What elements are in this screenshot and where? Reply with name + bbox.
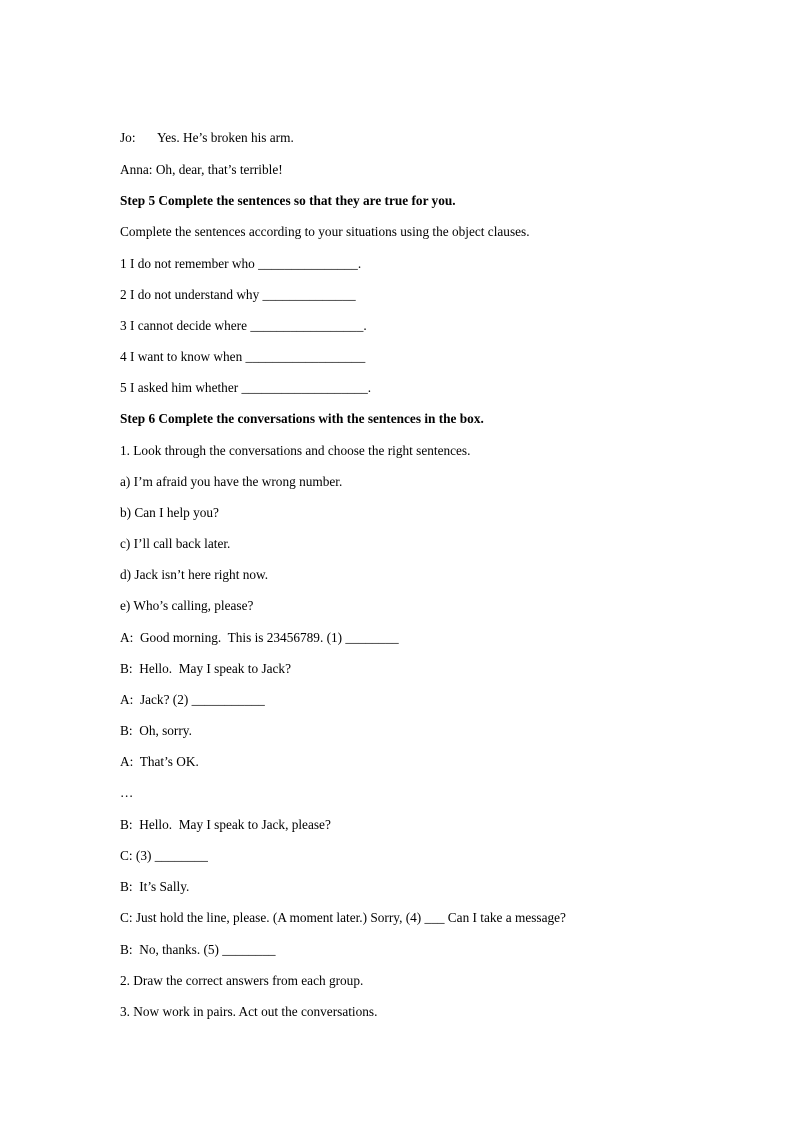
option-item: d) Jack isn’t here right now. [120,567,269,582]
step6-instruction: 1. Look through the conversations and choose the right sentences. [120,443,471,458]
conversation-line: A: Good morning. This is 23456789. (1) ________ [120,630,399,645]
step5-item: 4 I want to know when __________________ [120,349,366,364]
task-item: 2. Draw the correct answers from each group. [120,973,364,988]
step5-item: 3 I cannot decide where _________________. [120,318,367,333]
speaker-label: Jo: [120,130,136,145]
speaker-label: Anna: [120,162,153,177]
step5-instruction: Complete the sentences according to your situations using the object clauses. [120,224,530,239]
option-item: c) I’ll call back later. [120,536,231,551]
conversation-line: B: Oh, sorry. [120,723,192,738]
dialogue-text: Oh, dear, that’s terrible! [155,162,283,177]
conversation-line: B: Hello. May I speak to Jack, please? [120,817,331,832]
step5-item: 1 I do not remember who _______________. [120,256,362,271]
option-item: a) I’m afraid you have the wrong number. [120,474,343,489]
conversation-line: B: Hello. May I speak to Jack? [120,661,291,676]
dialogue-line-anna [120,162,283,178]
conversation-line: B: It’s Sally. [120,879,190,894]
step5-heading: Step 5 Complete the sentences so that they are true for you. [120,193,456,208]
conversation-line: B: No, thanks. (5) ________ [120,942,276,957]
conversation-line: A: Jack? (2) ___________ [120,692,265,707]
option-item: b) Can I help you? [120,505,219,520]
conversation-line: A: That’s OK. [120,754,199,769]
task-item: 3. Now work in pairs. Act out the conversations. [120,1004,378,1019]
dialogue-text: Yes. He’s broken his arm. [157,130,294,145]
ellipsis: … [120,785,134,800]
step5-item: 2 I do not understand why ______________ [120,287,356,302]
conversation-line: C: Just hold the line, please. (A moment later.) Sorry, (4) ___ Can I take a message? [120,910,566,925]
dialogue-line-jo [120,130,294,146]
step5-item: 5 I asked him whether ___________________. [120,380,372,395]
step6-heading: Step 6 Complete the conversations with the sentences in the box. [120,411,484,426]
conversation-line: C: (3) ________ [120,848,208,863]
option-item: e) Who’s calling, please? [120,598,254,613]
